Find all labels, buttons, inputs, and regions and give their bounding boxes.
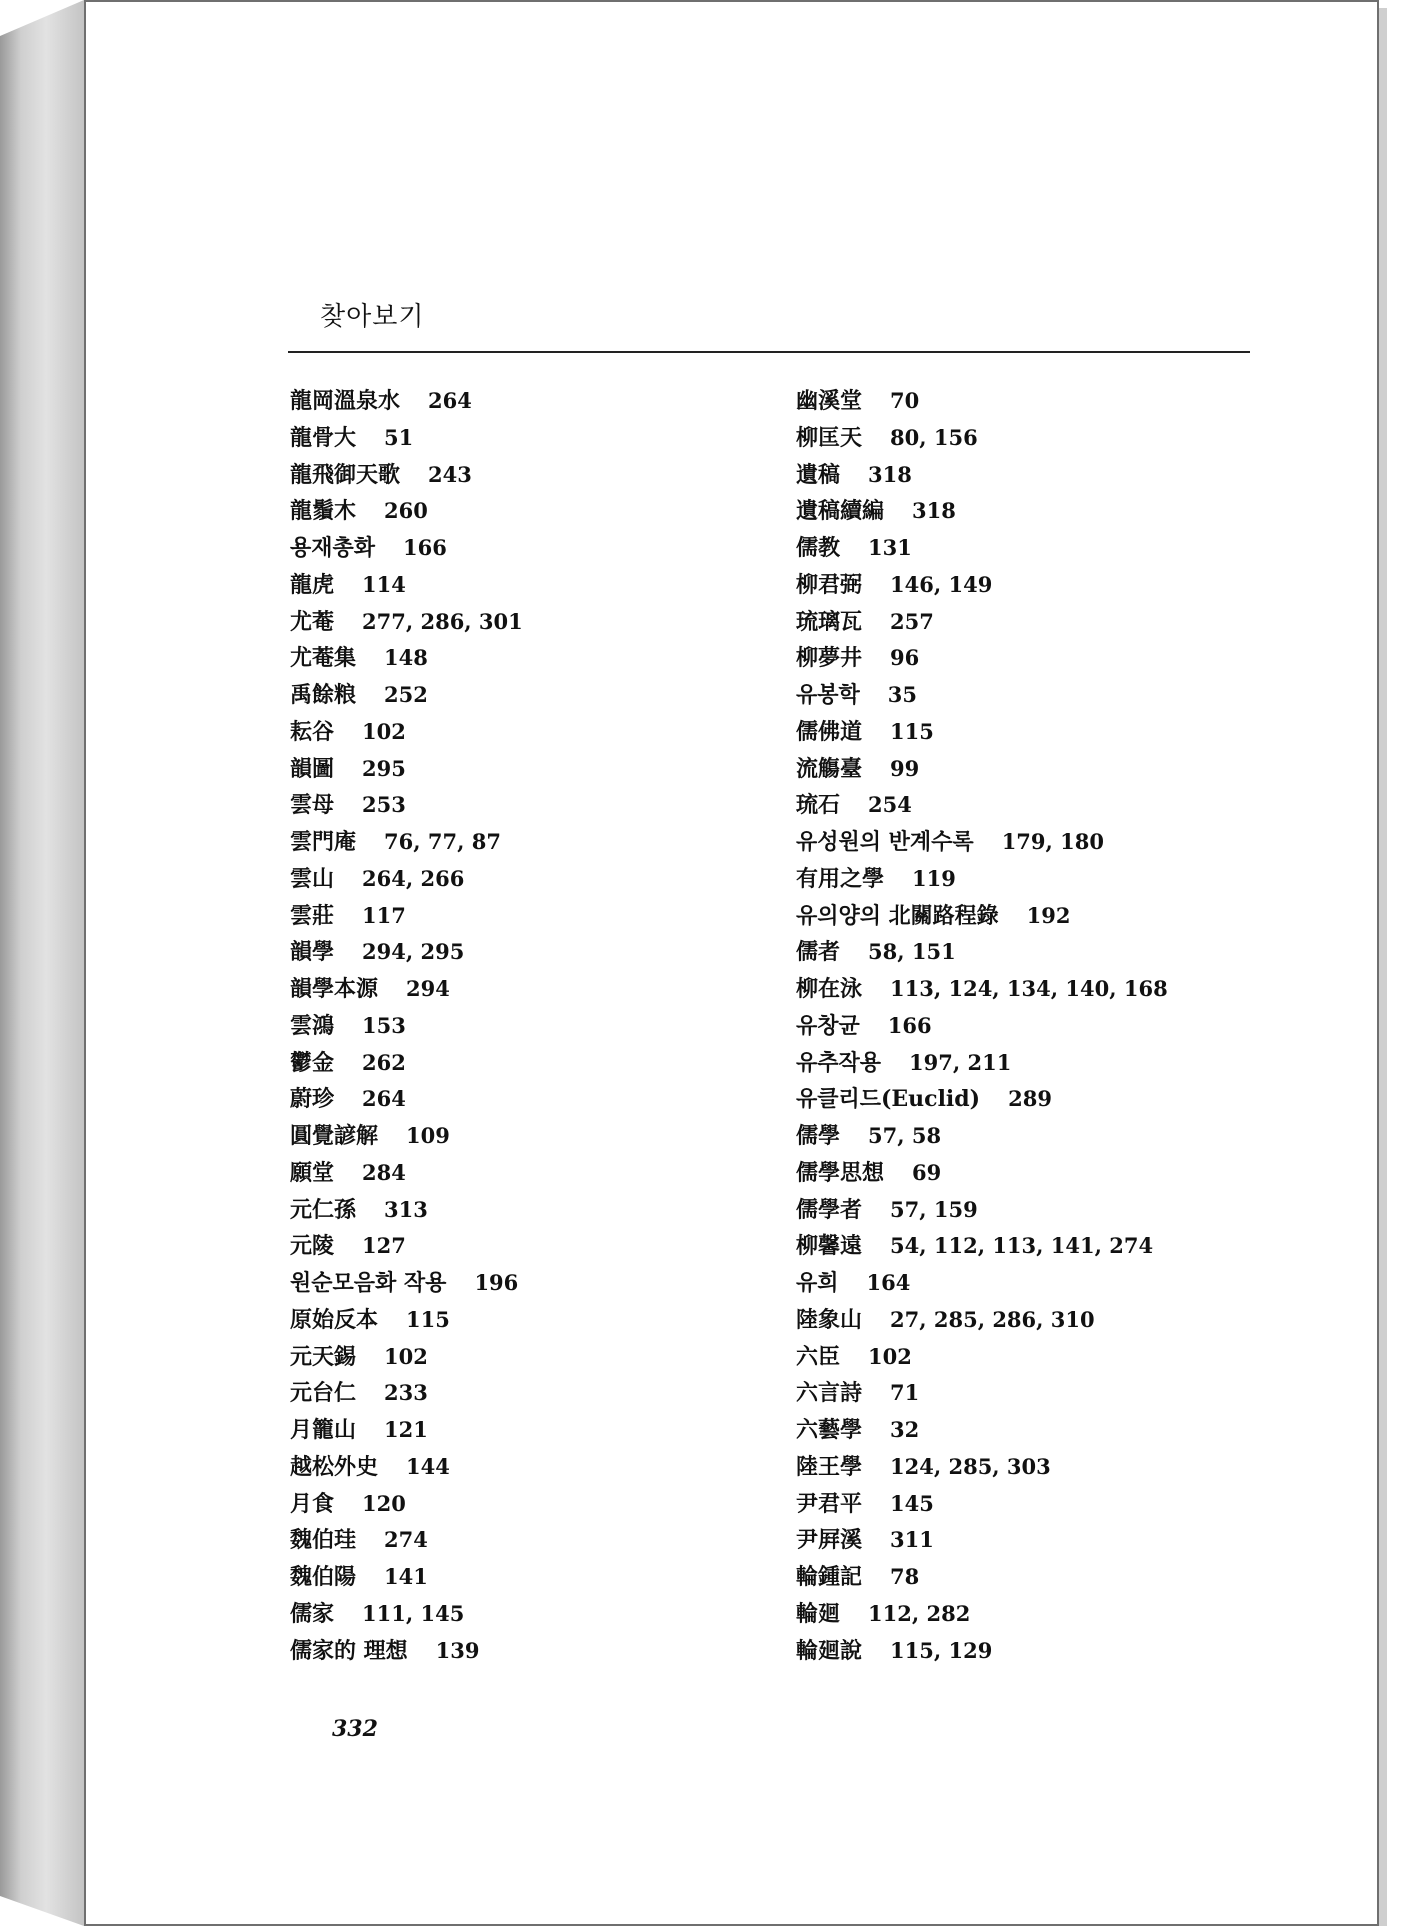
index-term: 龍骨大: [290, 424, 357, 451]
index-entry: [290, 567, 523, 604]
index-pages: 121: [384, 1417, 428, 1442]
index-entry: [290, 530, 523, 567]
index-pages: 127: [362, 1233, 406, 1259]
index-entry: [796, 640, 1168, 677]
index-pages: 27, 285, 286, 310: [890, 1306, 1095, 1332]
index-pages: 277, 286, 301: [362, 608, 523, 634]
index-pages: 139: [435, 1637, 480, 1663]
index-entry: [290, 677, 523, 714]
index-entry: [290, 1155, 523, 1192]
index-pages: 71: [890, 1380, 920, 1406]
index-pages: 80, 156: [890, 424, 978, 450]
index-pages: 69: [912, 1159, 942, 1185]
index-term: 儒家的 理想: [290, 1637, 408, 1664]
index-entry: [796, 1155, 1168, 1192]
index-entry: [290, 1596, 523, 1633]
index-entry: [290, 898, 523, 935]
index-pages: 318: [912, 498, 956, 524]
index-entry: [290, 1302, 523, 1339]
index-term: 輪鍾記: [796, 1564, 863, 1590]
page-number: 332: [332, 1716, 378, 1742]
book-page: [84, 0, 1379, 1926]
index-entry: [290, 1228, 523, 1265]
index-entry: [290, 861, 523, 898]
index-pages: 96: [890, 645, 920, 671]
index-pages: 233: [384, 1380, 428, 1406]
index-entry: [796, 1412, 1168, 1449]
index-entry: [290, 1559, 523, 1596]
index-term: 魏伯陽: [290, 1564, 357, 1590]
index-term: 儒家: [290, 1600, 335, 1627]
index-pages: 112, 282: [868, 1600, 971, 1626]
index-term: 願堂: [290, 1159, 335, 1186]
index-pages: 145: [890, 1490, 934, 1516]
index-pages: 141: [384, 1564, 428, 1589]
index-entry: [796, 714, 1168, 751]
index-pages: 262: [362, 1049, 406, 1075]
index-pages: 153: [362, 1012, 406, 1038]
index-entry: [796, 1522, 1168, 1559]
index-column-left: [290, 383, 523, 1669]
index-pages: 115, 129: [890, 1637, 993, 1663]
index-term: 龍鬚木: [290, 498, 357, 525]
index-term: 유희: [796, 1270, 839, 1296]
index-term: 유봉학: [796, 682, 860, 708]
index-pages: 54, 112, 113, 141, 274: [890, 1233, 1154, 1259]
index-term: 有用之學: [796, 865, 885, 892]
index-entry: [796, 1302, 1168, 1339]
index-pages: 264, 266: [362, 865, 465, 891]
index-entry: [796, 457, 1168, 494]
index-term: 유성원의 반계수록: [796, 829, 974, 855]
index-term: 琉石: [796, 792, 841, 819]
index-entry: [290, 1522, 523, 1559]
index-term: 元陵: [290, 1233, 335, 1260]
index-pages: 318: [868, 461, 912, 487]
header-rule: [288, 351, 1250, 353]
index-entry: [290, 1339, 523, 1376]
index-pages: 70: [890, 388, 920, 413]
index-entry: [796, 677, 1168, 714]
index-pages: 295: [362, 755, 406, 781]
index-pages: 313: [384, 1196, 428, 1222]
page-title: 찾아보기: [320, 302, 425, 332]
index-entry: [796, 1449, 1168, 1486]
index-entry: [290, 1486, 523, 1523]
index-pages: 102: [384, 1343, 428, 1369]
index-pages: 109: [406, 1123, 450, 1148]
index-entry: [796, 1081, 1168, 1118]
index-entry: [290, 1008, 523, 1045]
index-entry: [796, 567, 1168, 604]
index-entry: [290, 604, 523, 641]
index-pages: 146, 149: [890, 571, 993, 597]
index-term: 韻學本源: [290, 976, 379, 1002]
index-term: 圓覺諺解: [290, 1123, 379, 1149]
index-entry: [290, 1081, 523, 1118]
index-pages: 78: [890, 1564, 920, 1589]
index-term: 柳夢井: [796, 645, 863, 672]
index-pages: 115: [890, 718, 934, 744]
index-term: 유창균: [796, 1012, 860, 1039]
index-entry: [796, 1192, 1168, 1229]
index-entry: [290, 640, 523, 677]
index-term: 琉璃瓦: [796, 608, 863, 635]
index-pages: 102: [362, 718, 406, 744]
index-term: 幽溪堂: [796, 388, 863, 414]
index-term: 魏伯珪: [290, 1527, 357, 1554]
index-entry: [796, 824, 1168, 861]
index-pages: 192: [1026, 902, 1071, 928]
index-pages: 284: [362, 1159, 406, 1185]
index-pages: 164: [866, 1270, 911, 1295]
index-pages: 260: [384, 498, 428, 524]
index-pages: 57, 58: [868, 1123, 942, 1148]
index-term: 遺稿續編: [796, 498, 885, 525]
index-pages: 294: [406, 976, 450, 1001]
index-term: 輪廻說: [796, 1637, 863, 1664]
index-term: 柳匡天: [796, 424, 863, 451]
index-term: 元仁孫: [290, 1196, 357, 1223]
index-pages: 166: [403, 535, 447, 560]
index-pages: 58, 151: [868, 939, 956, 965]
index-entry: [290, 787, 523, 824]
index-pages: 253: [362, 792, 406, 818]
index-term: 尹君平: [796, 1490, 863, 1517]
index-pages: 311: [890, 1527, 934, 1553]
index-pages: 51: [384, 424, 414, 450]
index-entry: [290, 1118, 523, 1155]
index-term: 原始反本: [290, 1306, 379, 1333]
index-term: 陸象山: [796, 1306, 863, 1333]
index-entry: [290, 1449, 523, 1486]
index-pages: 179, 180: [1001, 829, 1104, 854]
index-pages: 148: [384, 645, 428, 671]
index-entry: [796, 1486, 1168, 1523]
index-entry: [796, 530, 1168, 567]
index-term: 六臣: [796, 1343, 841, 1370]
index-term: 柳君弼: [796, 571, 863, 598]
index-entry: [796, 1045, 1168, 1082]
index-term: 韻圖: [290, 755, 335, 782]
index-term: 尹屛溪: [796, 1527, 863, 1554]
index-term: 六言詩: [796, 1380, 863, 1407]
index-term: 韻學: [290, 939, 335, 966]
index-pages: 264: [428, 388, 472, 413]
index-entry: [290, 824, 523, 861]
index-pages: 99: [890, 755, 920, 781]
index-entry: [290, 1633, 523, 1670]
index-pages: 124, 285, 303: [890, 1453, 1051, 1479]
index-pages: 196: [474, 1270, 519, 1295]
index-pages: 102: [868, 1343, 912, 1369]
index-pages: 166: [887, 1012, 932, 1038]
index-term: 蔚珍: [290, 1086, 335, 1113]
index-entry: [796, 1265, 1168, 1302]
index-term: 尤菴: [290, 608, 335, 635]
index-term: 儒學思想: [796, 1159, 885, 1186]
index-entry: [796, 420, 1168, 457]
index-entry: [290, 1045, 523, 1082]
index-term: 雲山: [290, 865, 335, 892]
index-term: 柳馨遠: [796, 1233, 863, 1260]
index-entry: [796, 1228, 1168, 1265]
index-entry: [796, 898, 1168, 935]
index-term: 儒學: [796, 1123, 841, 1149]
index-term: 禹餘粮: [290, 682, 357, 708]
index-pages: 35: [887, 682, 917, 707]
index-pages: 115: [406, 1306, 450, 1332]
index-term: 儒者: [796, 939, 841, 966]
index-term: 雲莊: [290, 902, 335, 929]
index-term: 雲鴻: [290, 1012, 335, 1039]
index-entry: [796, 861, 1168, 898]
index-pages: 289: [1008, 1086, 1052, 1112]
index-term: 耘谷: [290, 718, 335, 745]
index-entry: [290, 457, 523, 494]
index-pages: 274: [384, 1527, 428, 1553]
index-term: 尤菴集: [290, 645, 357, 672]
index-term: 儒學者: [796, 1196, 863, 1223]
index-pages: 114: [362, 571, 406, 597]
index-entry: [290, 1375, 523, 1412]
index-term: 유의양의 北關路程錄: [796, 902, 999, 929]
index-entry: [796, 1375, 1168, 1412]
index-term: 月食: [290, 1490, 335, 1517]
book-spine: [0, 0, 84, 1926]
index-entry: [796, 1596, 1168, 1633]
index-entry: [796, 493, 1168, 530]
index-term: 鬱金: [290, 1049, 335, 1076]
index-entry: [796, 383, 1168, 420]
index-pages: 254: [868, 792, 912, 818]
index-term: 儒教: [796, 535, 841, 561]
index-entry: [290, 714, 523, 751]
index-term: 元台仁: [290, 1380, 357, 1407]
index-term: 원순모음화 작용: [290, 1270, 447, 1296]
index-term: 陸王學: [796, 1453, 863, 1480]
index-pages: 119: [912, 865, 956, 891]
index-entry: [290, 971, 523, 1008]
index-term: 六藝學: [796, 1417, 863, 1443]
index-entry: [290, 383, 523, 420]
index-entry: [796, 1118, 1168, 1155]
index-pages: 294, 295: [362, 939, 465, 965]
index-column-right: [796, 383, 1168, 1669]
index-pages: 257: [890, 608, 934, 634]
index-entry: [796, 971, 1168, 1008]
index-term: 輪廻: [796, 1600, 841, 1627]
index-entry: [290, 493, 523, 530]
index-entry: [796, 604, 1168, 641]
index-term: 月籠山: [290, 1417, 357, 1443]
index-entry: [290, 751, 523, 788]
index-pages: 144: [406, 1453, 450, 1479]
index-entry: [796, 1008, 1168, 1045]
index-entry: [796, 751, 1168, 788]
index-term: 龍虎: [290, 571, 335, 598]
index-term: 龍岡溫泉水: [290, 388, 401, 414]
index-term: 용재총화: [290, 535, 376, 561]
index-pages: 111, 145: [362, 1600, 465, 1626]
index-term: 유추작용: [796, 1049, 882, 1076]
index-pages: 32: [890, 1417, 920, 1442]
index-entry: [796, 787, 1168, 824]
index-pages: 57, 159: [890, 1196, 978, 1222]
index-term: 流觴臺: [796, 755, 863, 782]
index-term: 雲門庵: [290, 829, 357, 855]
index-pages: 243: [428, 461, 472, 487]
index-term: 유클리드(Euclid): [796, 1086, 981, 1113]
index-pages: 117: [362, 902, 406, 928]
index-entry: [796, 934, 1168, 971]
index-term: 柳在泳: [796, 976, 863, 1002]
index-term: 遺稿: [796, 461, 841, 488]
index-term: 儒佛道: [796, 718, 863, 745]
index-term: 越松外史: [290, 1453, 379, 1480]
index-pages: 76, 77, 87: [384, 829, 501, 854]
index-entry: [796, 1559, 1168, 1596]
index-entry: [290, 420, 523, 457]
index-pages: 264: [362, 1086, 406, 1112]
index-entry: [290, 934, 523, 971]
index-entry: [290, 1412, 523, 1449]
index-entry: [290, 1265, 523, 1302]
index-pages: 252: [384, 682, 428, 707]
index-pages: 197, 211: [909, 1049, 1012, 1075]
index-pages: 120: [362, 1490, 406, 1516]
index-term: 元天錫: [290, 1343, 357, 1370]
index-entry: [796, 1339, 1168, 1376]
index-term: 雲母: [290, 792, 335, 819]
index-term: 龍飛御天歌: [290, 461, 401, 488]
index-pages: 131: [868, 535, 912, 560]
index-entry: [796, 1633, 1168, 1670]
index-entry: [290, 1192, 523, 1229]
index-pages: 113, 124, 134, 140, 168: [890, 976, 1168, 1001]
